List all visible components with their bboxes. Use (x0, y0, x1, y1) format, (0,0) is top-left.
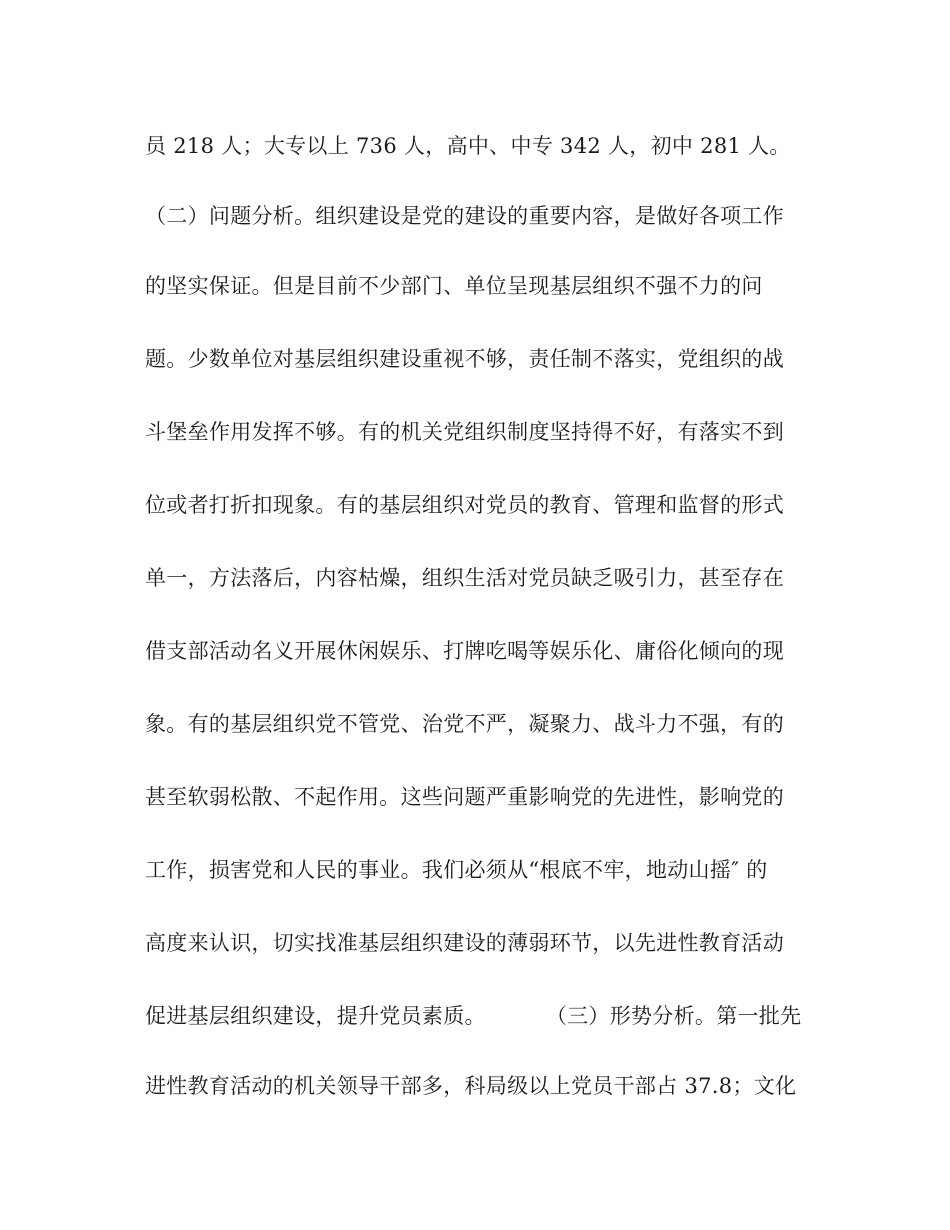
text-line (145, 998, 810, 1034)
text-segment: （三）形势分析。第一批先 (545, 1004, 802, 1028)
text-line: 象。有的基层组织党不管党、治党不严，凝聚力、战斗力不强，有的 (145, 712, 784, 736)
text-line: 斗堡垒作用发挥不够。有的机关党组织制度坚持得不好，有落实不到 (145, 420, 784, 444)
text-line: 进性教育活动的机关领导干部多，科局级以上党员干部占 37.8；文化 (145, 1074, 797, 1098)
text-line: 位或者打折扣现象。有的基层组织对党员的教育、管理和监督的形式 (145, 493, 784, 517)
text-line: 借支部活动名义开展休闲娱乐、打牌吃喝等娱乐化、庸俗化倾向的现 (145, 639, 784, 663)
text-line: 员 218 人；大专以上 736 人，高中、中专 342 人，初中 281 人。 (145, 134, 791, 158)
text-line: 题。少数单位对基层组织建设重视不够，责任制不落实，党组织的战 (145, 347, 784, 371)
text-line: （二）问题分析。组织建设是党的建设的重要内容，是做好各项工作 (145, 204, 784, 228)
text-segment: 促进基层组织建设，提升党员素质。 (145, 1004, 486, 1028)
text-line: 高度来认识，切实找准基层组织建设的薄弱环节，以先进性教育活动 (145, 931, 784, 955)
text-line: 工作，损害党和人民的事业。我们必须从“根底不牢，地动山摇″ 的 (145, 858, 768, 882)
text-line: 甚至软弱松散、不起作用。这些问题严重影响党的先进性，影响党的 (145, 785, 784, 809)
text-line: 单一，方法落后，内容枯燥，组织生活对党员缺乏吸引力，甚至存在 (145, 566, 784, 590)
text-line: 的坚实保证。但是目前不少部门、单位呈现基层组织不强不力的问 (145, 274, 763, 298)
